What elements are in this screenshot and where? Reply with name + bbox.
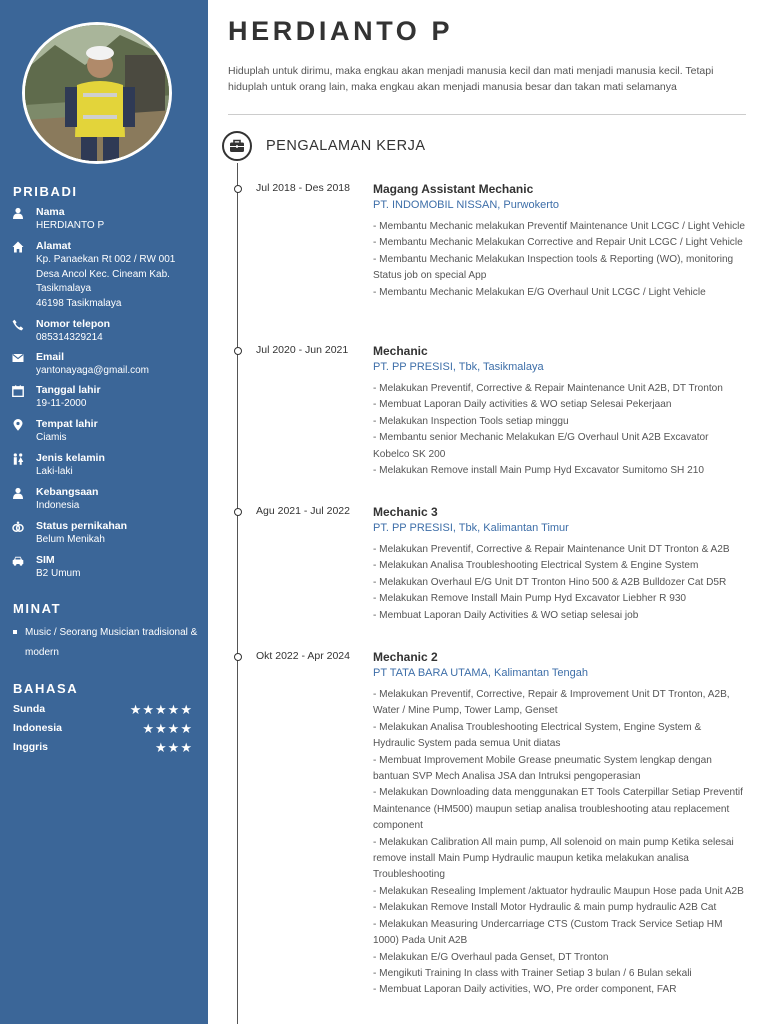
personal-value: Indonesia: [36, 500, 80, 511]
personal-label: Kebangsaan: [36, 486, 99, 498]
duty-item: - Melakukan Analisa Troubleshooting Electrical System & Engine System: [373, 560, 699, 572]
job-date: Jul 2020 - Jun 2021: [256, 344, 349, 356]
duty-item: - Membantu Mechanic melakukan Preventif Maintenance Unit LCGC / Light Vehicle: [373, 221, 745, 232]
divider: [228, 114, 746, 115]
language-item-indonesia: [13, 722, 193, 736]
pribadi-heading: PRIBADI: [13, 184, 78, 199]
personal-value: HERDIANTO P: [36, 220, 105, 231]
calendar-icon: [12, 385, 24, 397]
personal-label: Status pernikahan: [36, 520, 128, 532]
personal-label: Email: [36, 351, 65, 363]
personal-value: 085314329214: [36, 332, 103, 343]
job-company: PT. PP PRESISI, Tbk, Kalimantan Timur: [373, 522, 569, 534]
duty-item: - Melakukan Remove install Main Pump Hyd Excavator Sumitomo SH 210: [373, 465, 704, 477]
job-title: Mechanic 3: [373, 505, 438, 519]
language-item-sunda: [13, 703, 193, 717]
minat-item: [13, 623, 205, 663]
person-icon: [12, 487, 24, 499]
personal-value: 19-11-2000: [36, 398, 87, 409]
personal-value: Kp. Panaekan Rt 002 / RW 001 Desa Ancol Kec. Cineam Kab. Tasikmalaya 46198 Tasikmalaya: [36, 254, 176, 309]
duty-item: - Melakukan Overhaul E/G Unit DT Tronton Hino 500 & A2B Bulldozer Cat D5R: [373, 576, 727, 588]
language-name: Sunda: [13, 703, 46, 715]
duty-item: - Melakukan Measuring Undercarriage CTS (Custom Track Service Setiap HM 1000) Pada Unit A2B: [373, 918, 723, 947]
job-date: Okt 2022 - Apr 2024: [256, 650, 350, 662]
bullet-icon: [13, 630, 17, 634]
personal-label: Nama: [36, 206, 65, 218]
personal-value: Ciamis: [36, 432, 67, 443]
duty-item: - Melakukan Inspection Tools setiap minggu: [373, 415, 569, 427]
job-company: PT. INDOMOBIL NISSAN, Purwokerto: [373, 199, 560, 211]
personal-label: Tempat lahir: [36, 418, 98, 430]
phone-icon: [12, 319, 24, 331]
personal-item-status-pernikahan: [12, 520, 202, 548]
timeline-dot: [234, 653, 242, 661]
envelope-icon: [12, 352, 24, 364]
personal-item-alamat: [12, 240, 202, 311]
duty-item: - Membuat Laporan Daily Activities & WO setiap selesai job: [373, 609, 639, 621]
personal-item-kebangsaan: [12, 486, 202, 514]
job-duties: [373, 381, 745, 479]
personal-value: B2 Umum: [36, 568, 81, 579]
gender-icon: [12, 453, 24, 465]
job-entry: [234, 181, 754, 301]
job-entry: [234, 343, 754, 479]
duty-item: - Melakukan Downloading data menggunakan ET Tools Caterpillar Setiap Preventif Maintenance (HM500) maupun setiap analisa troubleshooting atau replacement component: [373, 787, 743, 832]
job-title: Magang Assistant Mechanic: [373, 182, 534, 196]
personal-item-sim: [12, 554, 202, 582]
duty-item: - Melakukan E/G Overhaul pada Genset, DT Tronton: [373, 951, 609, 963]
personal-item-telepon: [12, 318, 202, 346]
language-item-inggris: [13, 741, 193, 755]
duty-item: - Melakukan Remove Install Main Pump Hyd Excavator Liebher R 930: [373, 593, 687, 605]
timeline-dot: [234, 347, 242, 355]
duty-item: - Membantu Mechanic Melakukan E/G Overhaul Unit LCGC / Light Vehicle: [373, 286, 706, 298]
profile-photo: [22, 22, 172, 164]
personal-item-email: [12, 351, 202, 379]
duty-item: - Melakukan Preventif, Corrective & Repair Maintenance Unit DT Tronton & A2B: [373, 544, 730, 555]
duty-item: - Membuat Laporan Daily activities & WO setiap Selesai Pekerjaan: [373, 399, 672, 411]
duty-item: - Membuat Improvement Mobile Grease pneumatic System lengkap dengan bantuan SVP Mech Analisa JSA dan Intruksi pengoperasian: [373, 754, 712, 783]
bahasa-heading: BAHASA: [13, 681, 79, 696]
timeline-dot: [234, 508, 242, 516]
job-duties: [373, 687, 745, 999]
job-company: PT. PP PRESISI, Tbk, Tasikmalaya: [373, 361, 544, 373]
duty-item: - Melakukan Resealing Implement /aktuator hydraulic Maupun Hose pada Unit A2B: [373, 885, 744, 897]
personal-quote: Hiduplah untuk dirimu, maka engkau akan menjadi manusia kecil dan mati menjadi manusia kecil. Tetapi hiduplah untuk orang lain, maka engkau akan menjadi manusia besar dan takan mati selamanya: [228, 65, 714, 93]
person-icon: [12, 207, 24, 219]
car-icon: [12, 555, 24, 567]
star-rating-icon: ★★★★★: [129, 702, 193, 717]
duty-item: - Melakukan Analisa Troubleshooting Electrical System, Engine System & Hydraulic System pada semua Unit diatas: [373, 721, 702, 750]
star-rating-icon: ★★★: [155, 740, 193, 755]
duty-item: - Melakukan Calibration All main pump, All solenoid on main pump Ketika selesai remove install Main Pump Hydraulic maupun ketika melakukan analisa Troubleshooting: [373, 836, 734, 881]
duty-item: - Membuat Laporan Daily activities, WO, Pre order component, FAR: [373, 984, 677, 996]
experience-heading: PENGALAMAN KERJA: [266, 138, 426, 154]
rings-icon: [12, 521, 24, 533]
minat-text: Music / Seorang Musician tradisional & modern: [25, 627, 198, 658]
job-date: Agu 2021 - Jul 2022: [256, 505, 350, 517]
full-name-heading: HERDIANTO P: [228, 16, 454, 46]
duty-item: - Melakukan Remove Install Motor Hydraulic & main pump hydraulic A2B Cat: [373, 902, 717, 914]
minat-heading: MINAT: [13, 601, 62, 616]
duty-item: - Membantu Mechanic Melakukan Corrective and Repair Unit LCGC / Light Vehicle: [373, 237, 743, 249]
star-rating-icon: ★★★★: [142, 721, 193, 736]
duty-item: - Melakukan Preventif, Corrective & Repair Maintenance Unit A2B, DT Tronton: [373, 383, 723, 394]
personal-label: Alamat: [36, 240, 72, 252]
personal-item-nama: [12, 206, 202, 234]
duty-item: - Mengikuti Training In class with Trainer Setiap 3 bulan / 6 Bulan sekali: [373, 967, 692, 979]
personal-value: yantonayaga@gmail.com: [36, 365, 149, 376]
duty-item: - Melakukan Preventif, Corrective, Repair & Improvement Unit DT Tronton, A2B, Water / Mine Pump, Tower Lamp, Genset: [373, 689, 730, 717]
location-pin-icon: [12, 419, 24, 431]
briefcase-icon: [222, 131, 252, 161]
job-company: PT TATA BARA UTAMA, Kalimantan Tengah: [373, 667, 589, 679]
job-title: Mechanic: [373, 344, 428, 358]
language-name: Indonesia: [13, 722, 63, 734]
duty-item: - Membantu senior Mechanic Melakukan E/G Overhaul Unit A2B Excavator Kobelco SK 200: [373, 432, 709, 460]
job-duties: [373, 542, 745, 624]
personal-value: Laki-laki: [36, 466, 73, 477]
timeline-dot: [234, 185, 242, 193]
job-title: Mechanic 2: [373, 650, 438, 664]
job-duties: [373, 219, 745, 301]
duty-item: - Membantu Mechanic Melakukan Inspection tools & Reporting (WO), monitoring Status job on special App: [373, 253, 734, 282]
personal-item-tanggal-lahir: [12, 384, 202, 412]
personal-value: Belum Menikah: [36, 534, 105, 545]
sidebar: [0, 0, 208, 1024]
personal-label: Tanggal lahir: [36, 384, 101, 396]
personal-item-jenis-kelamin: [12, 452, 202, 480]
personal-label: SIM: [36, 554, 55, 566]
personal-item-tempat-lahir: [12, 418, 202, 446]
personal-label: Nomor telepon: [36, 318, 111, 330]
personal-label: Jenis kelamin: [36, 452, 105, 464]
language-name: Inggris: [13, 741, 49, 753]
job-entry: [234, 504, 754, 624]
job-date: Jul 2018 - Des 2018: [256, 182, 350, 194]
home-icon: [12, 241, 24, 253]
job-entry: [234, 649, 754, 999]
